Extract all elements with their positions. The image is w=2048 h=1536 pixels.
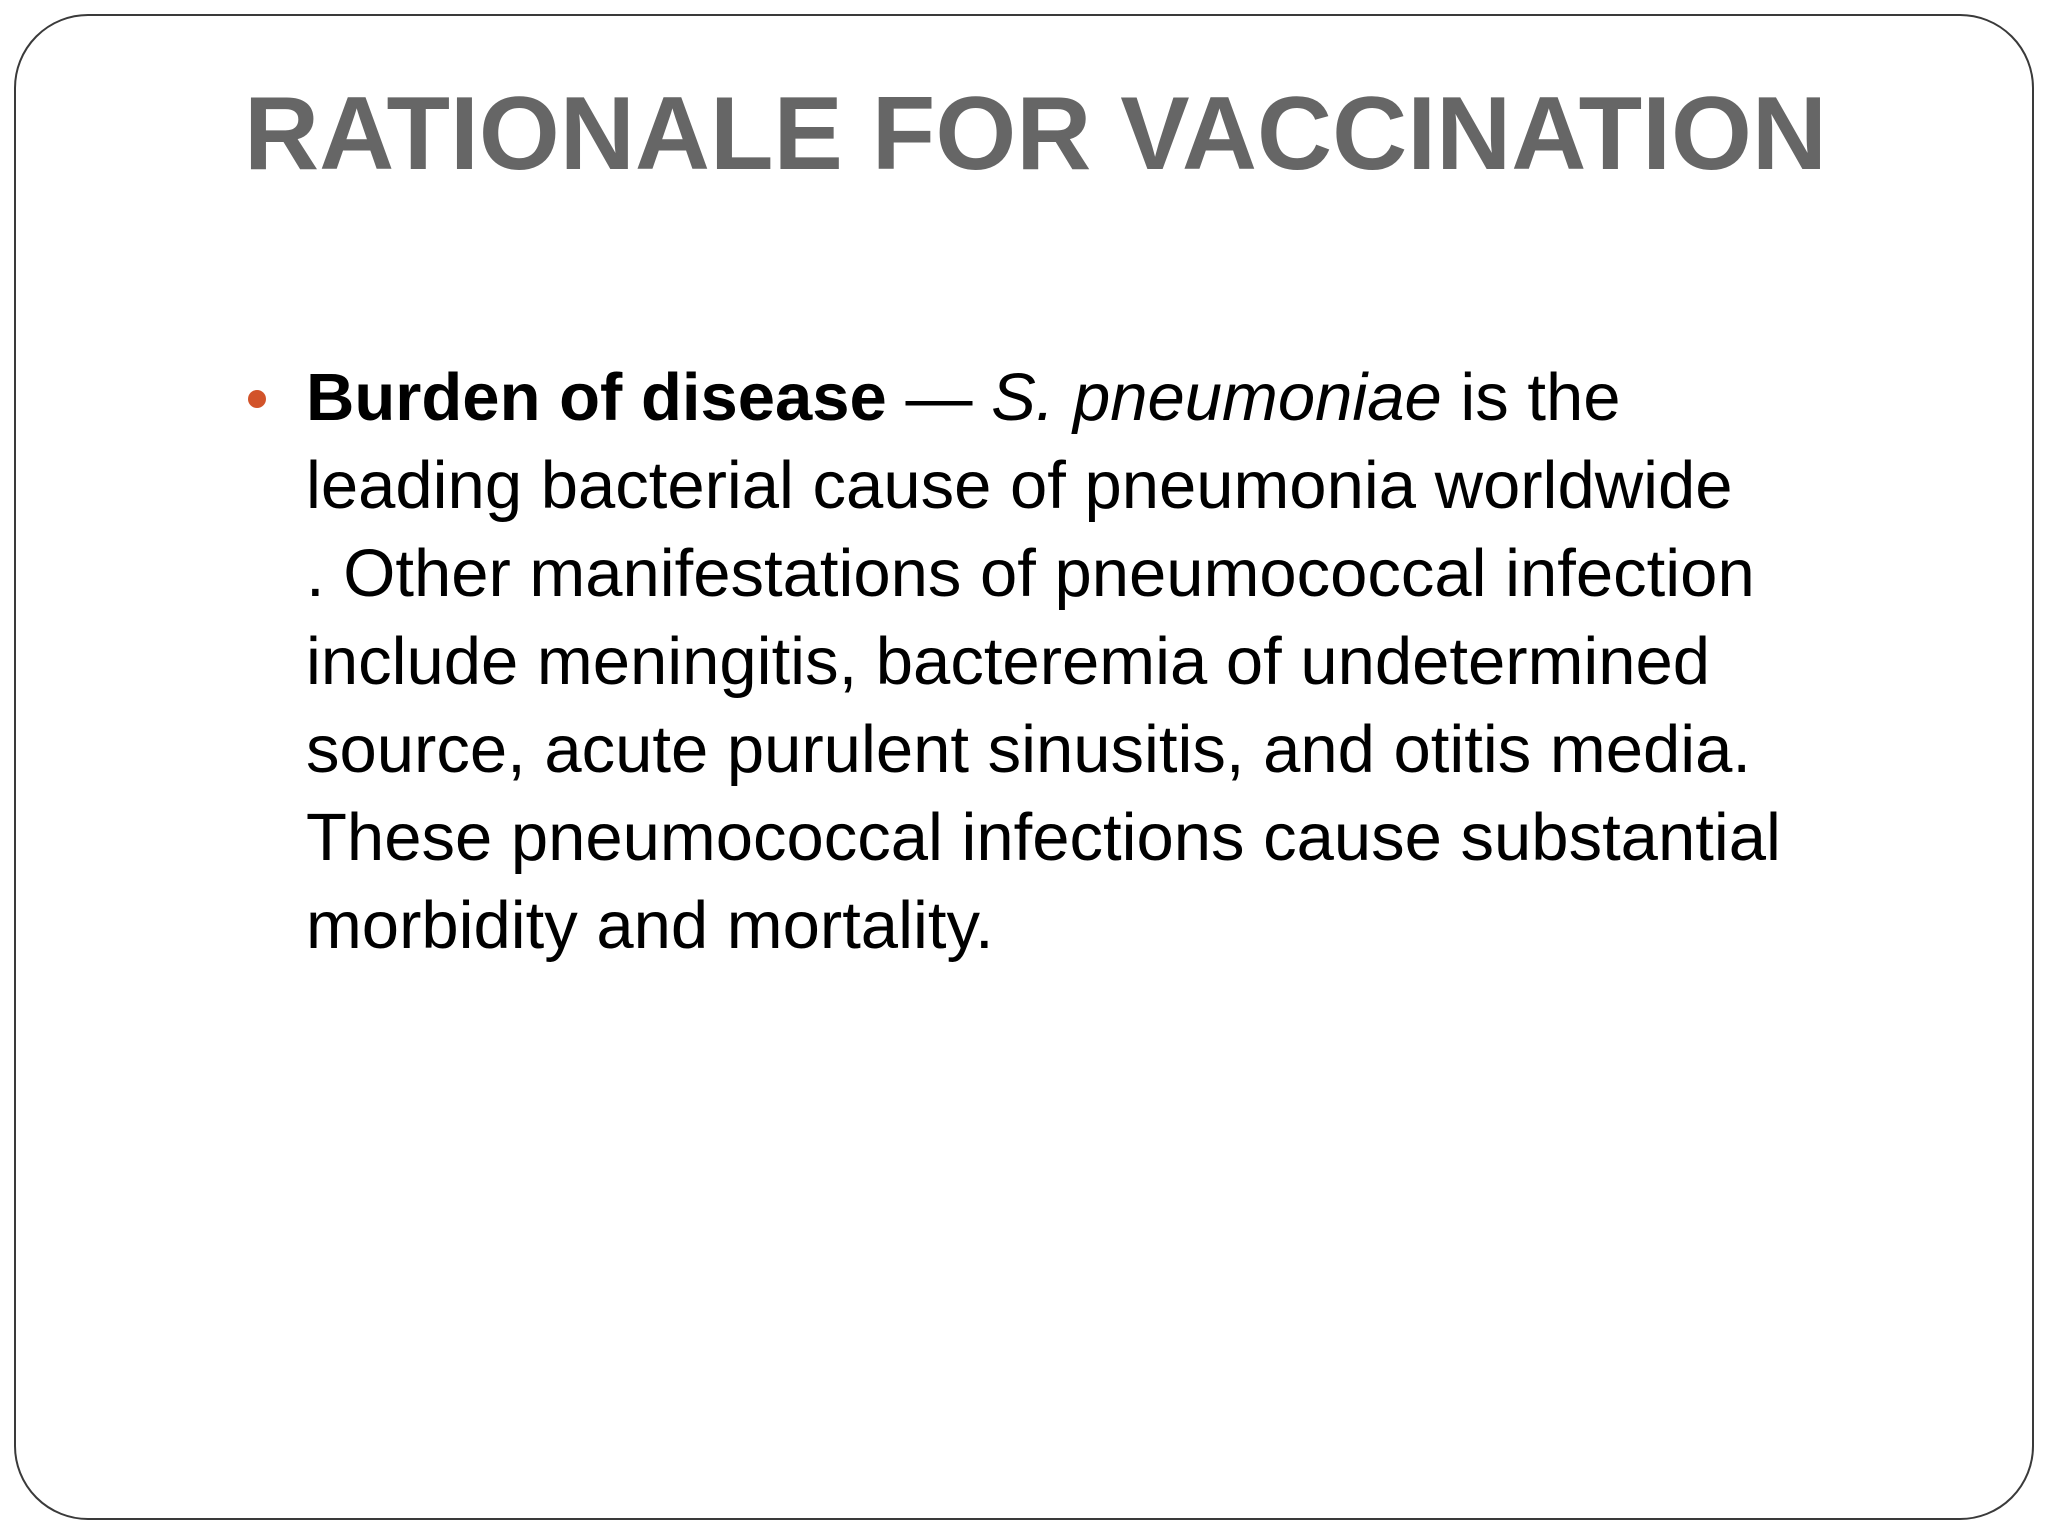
bullet-lead-heading: Burden of disease [306,360,887,435]
bullet-line-4: include meningitis, bacteremia of undetermined [306,624,1711,699]
bullet-dash: — [886,360,992,435]
bullet-line-1-tail: is the [1441,360,1621,435]
bullet-line-2: leading bacterial cause of pneumonia worldwide [306,448,1733,523]
bullet-line-3: . Other manifestations of pneumococcal infection [306,536,1755,611]
bullet-line-6: These pneumococcal infections cause substantial [306,800,1781,875]
bullet-item [244,354,1964,970]
bullet-line-7: morbidity and mortality. [306,888,994,963]
slide-title: RATIONALE FOR VACCINATION [244,76,1828,192]
slide-frame [14,14,2034,1520]
slide-content [244,354,1964,970]
bullet-line-5: source, acute purulent sinusitis, and otitis media. [306,712,1751,787]
bullet-line-1 [306,354,1964,442]
bullet-dot-icon [248,390,266,408]
organism-name: S. pneumoniae [991,360,1442,435]
